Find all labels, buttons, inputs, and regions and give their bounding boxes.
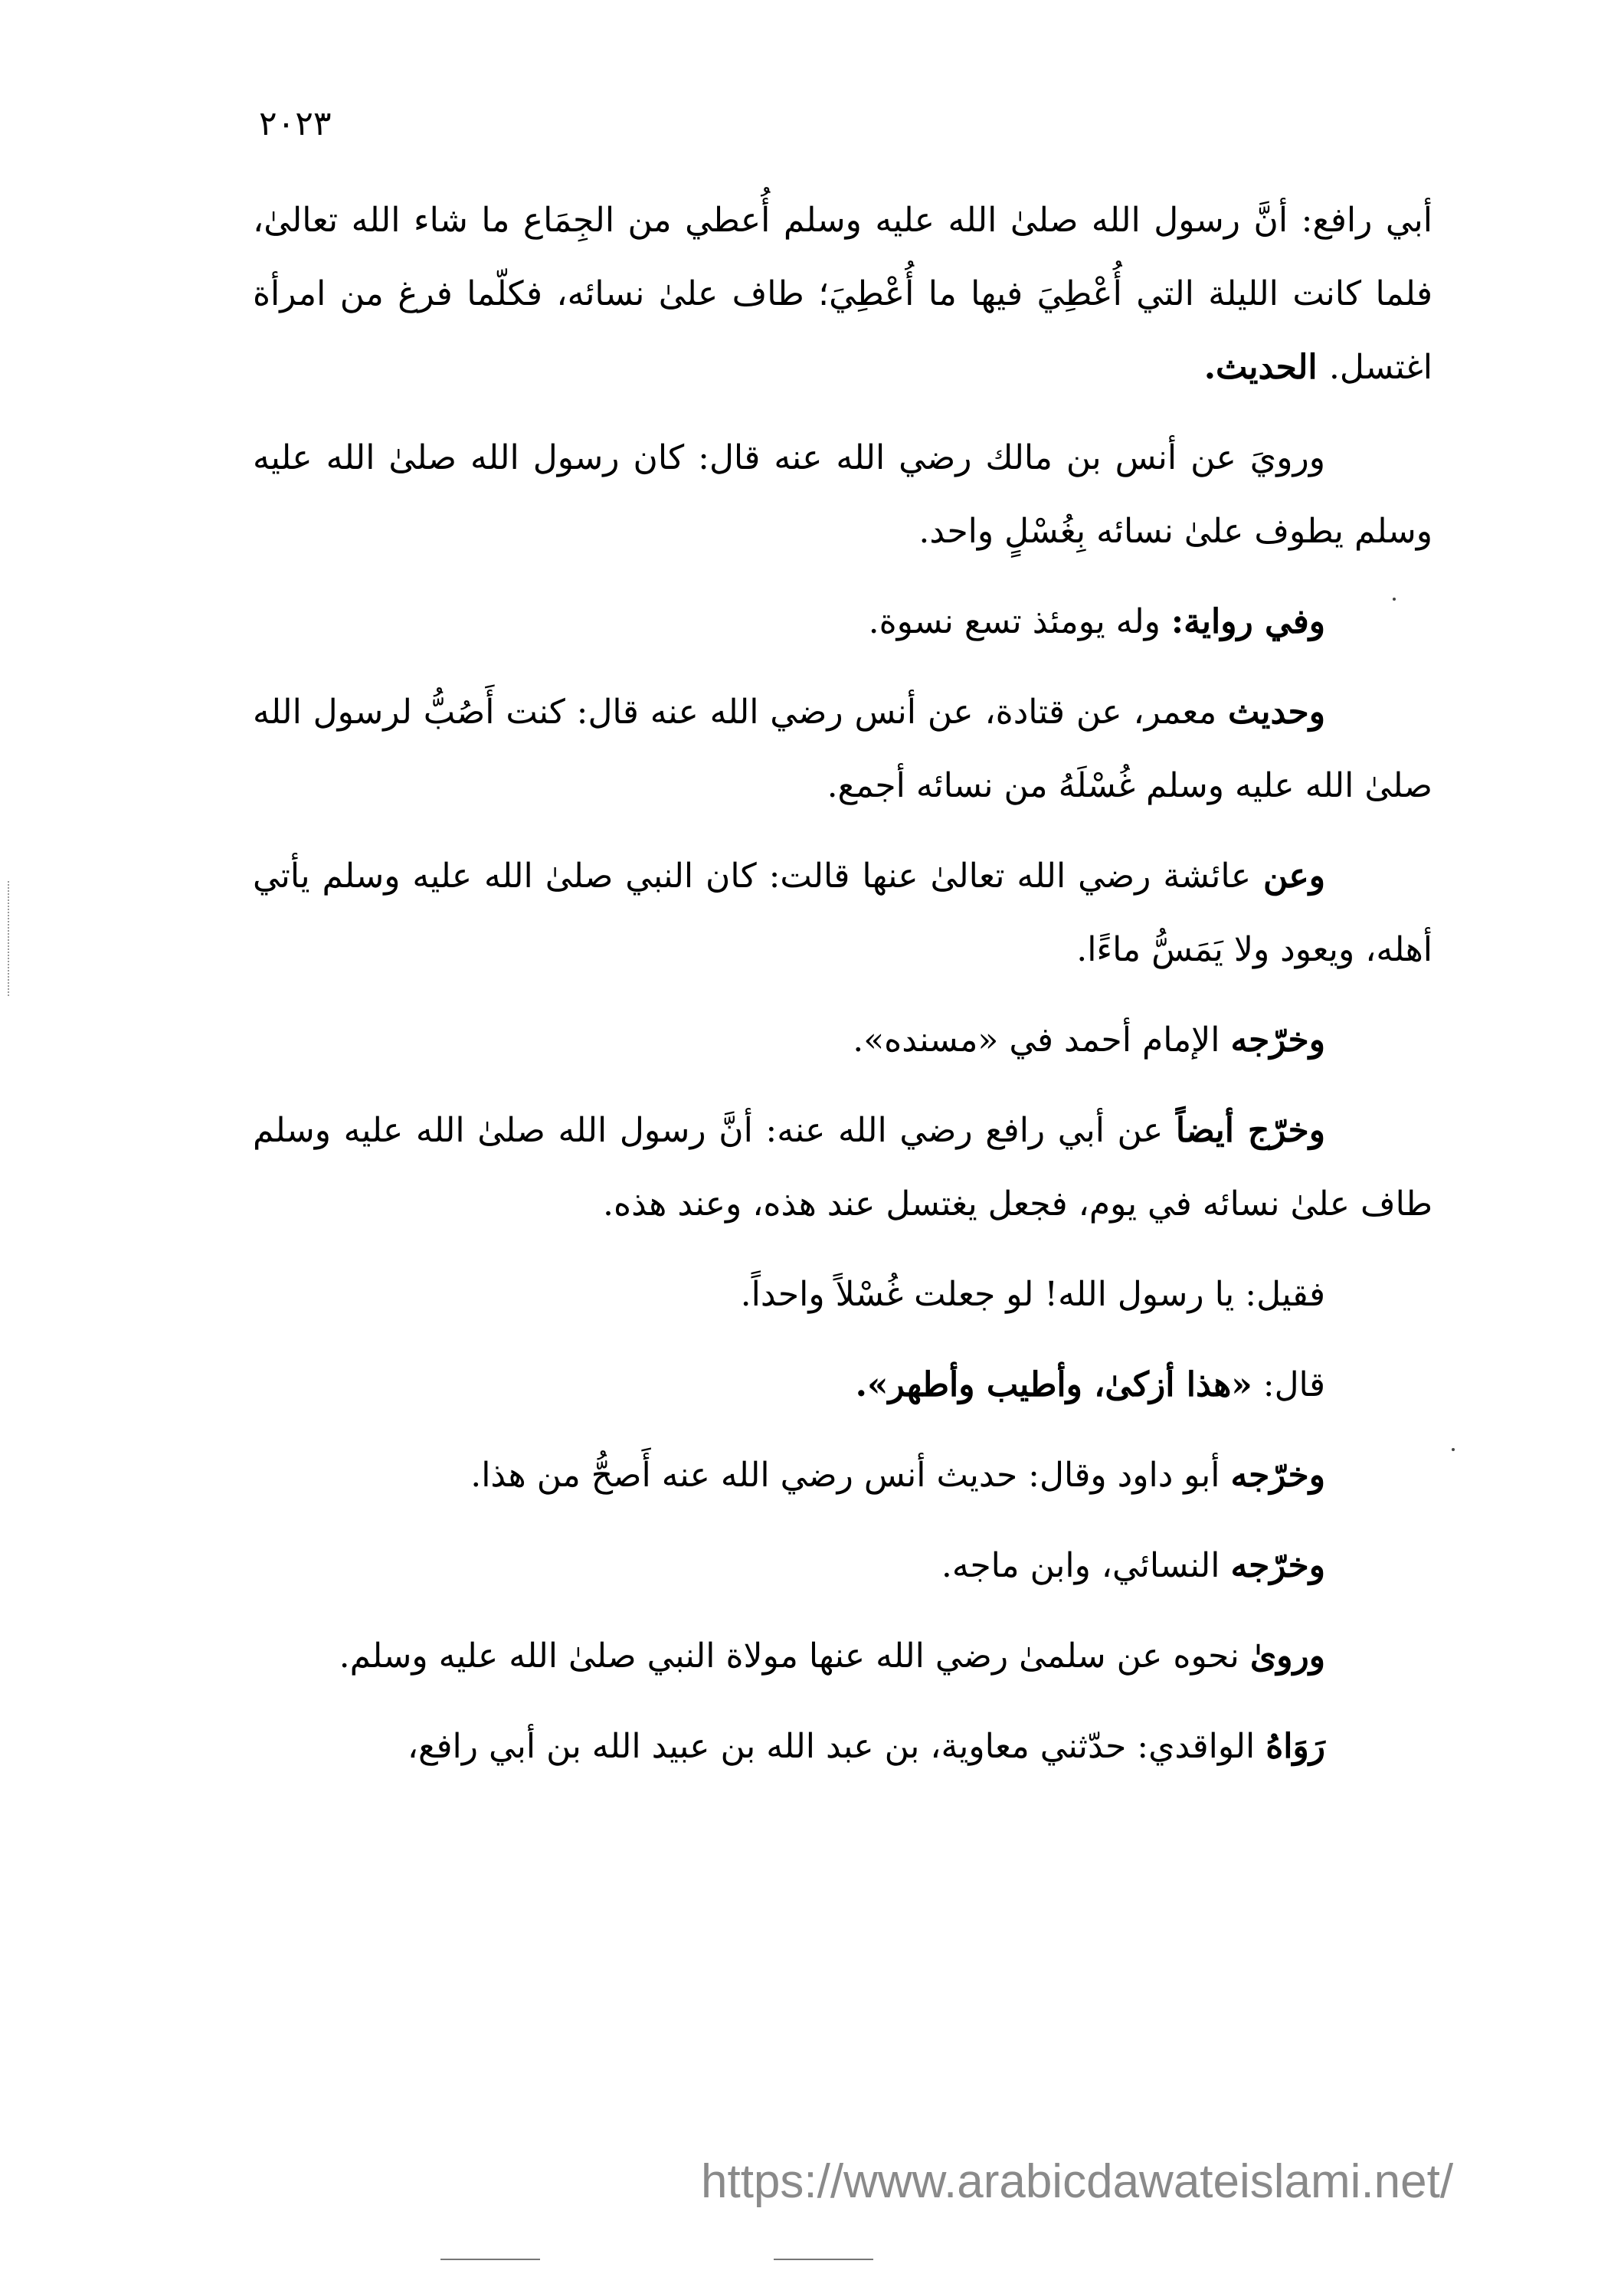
paragraph-6 bbox=[253, 1004, 1432, 1077]
paragraph-2-text: ورويَ عن أنس بن مالك رضي الله عنه قال: كان رسول الله صلىٰ الله عليه وسلم يطوف علىٰ نسائه بِغُسْلٍ واحد. bbox=[253, 438, 1432, 551]
page-number: ٢٠٢٣ bbox=[259, 104, 332, 143]
paragraph-3-bold: وفي رواية: bbox=[1171, 602, 1325, 641]
paragraph-2 bbox=[253, 421, 1432, 568]
paragraph-1-bold: الحديث. bbox=[1203, 348, 1329, 387]
paragraph-10 bbox=[253, 1439, 1432, 1512]
paragraph-3-text: وله يومئذ تسع نسوة. bbox=[868, 602, 1171, 641]
paragraph-11 bbox=[253, 1529, 1432, 1603]
paragraph-4 bbox=[253, 676, 1432, 823]
paragraph-9-text: قال: bbox=[1252, 1365, 1325, 1404]
paragraph-6-text: الإمام أحمد في «مسنده». bbox=[853, 1021, 1231, 1060]
paragraph-10-bold: وخرّجه bbox=[1230, 1456, 1325, 1495]
paragraph-7-text: عن أبي رافع رضي الله عنه: أنَّ رسول الله صلىٰ الله عليه وسلم طاف علىٰ نسائه في يوم، فجعل يغتسل عند هذه، وعند هذه. bbox=[253, 1111, 1432, 1224]
paragraph-6-bold: وخرّجه bbox=[1230, 1021, 1325, 1060]
paragraph-7-bold: وخرّج أيضاً bbox=[1175, 1111, 1325, 1150]
watermark-url: https://www.arabicdawateislami.net/ bbox=[701, 2155, 1454, 2208]
paragraph-5-text: عائشة رضي الله تعالىٰ عنها قالت: كان النبي صلىٰ الله عليه وسلم يأتي أهله، ويعود ولا يَمَسُّ ماءًا. bbox=[253, 857, 1432, 969]
paragraph-7 bbox=[253, 1094, 1432, 1241]
bottom-rule bbox=[774, 2259, 873, 2260]
paragraph-8 bbox=[253, 1258, 1432, 1332]
paragraph-10-text: أبو داود وقال: حديث أنس رضي الله عنه أَصحُّ من هذا. bbox=[470, 1456, 1231, 1495]
paragraph-13-text: الواقدي: حدّثني معاوية، بن عبد الله بن عبيد الله بن أبي رافع، bbox=[407, 1727, 1266, 1766]
paragraph-5-bold: وعن bbox=[1263, 857, 1325, 896]
paragraph-1 bbox=[253, 184, 1432, 405]
paragraph-11-text: النسائي، وابن ماجه. bbox=[941, 1546, 1231, 1585]
paragraph-11-bold: وخرّجه bbox=[1230, 1546, 1325, 1585]
paragraph-13 bbox=[253, 1710, 1432, 1784]
scan-speck bbox=[1452, 1448, 1455, 1451]
paragraph-9-bold: «هذا أزكىٰ، وأطيب وأطهر». bbox=[855, 1365, 1252, 1404]
paragraph-9 bbox=[253, 1348, 1432, 1422]
body-text bbox=[253, 184, 1432, 1800]
paragraph-4-text: معمر، عن قتادة، عن أنس رضي الله عنه قال: كنت أَصُبُّ لرسول الله صلىٰ الله عليه وسلم غُسْلَهُ من نسائه أجمع. bbox=[253, 693, 1432, 805]
paragraph-12-text: نحوه عن سلمىٰ رضي الله عنها مولاة النبي صلىٰ الله عليه وسلم. bbox=[339, 1636, 1250, 1676]
paragraph-4-bold: وحديث bbox=[1228, 693, 1325, 732]
paragraph-8-text: فقيل: يا رسول الله! لو جعلت غُسْلاً واحداً. bbox=[740, 1275, 1325, 1314]
paragraph-3 bbox=[253, 585, 1432, 659]
paragraph-12 bbox=[253, 1620, 1432, 1693]
paragraph-1-text: أبي رافع: أنَّ رسول الله صلىٰ الله عليه وسلم أُعطي من الجِمَاع ما شاء الله تعالىٰ، فلما كانت الليلة التي أُعْطِيَ فيها ما أُعْطِيَ؛ طاف علىٰ نسائه، فكلّما فرغ من امرأة اغتسل. bbox=[253, 201, 1432, 387]
paragraph-12-bold: ورویٰ bbox=[1249, 1636, 1325, 1676]
paragraph-13-bold: رَوَاهُ bbox=[1265, 1727, 1325, 1766]
bottom-rule bbox=[440, 2259, 540, 2260]
margin-mark bbox=[8, 881, 12, 996]
scan-speck bbox=[1393, 598, 1396, 601]
paragraph-5 bbox=[253, 840, 1432, 987]
